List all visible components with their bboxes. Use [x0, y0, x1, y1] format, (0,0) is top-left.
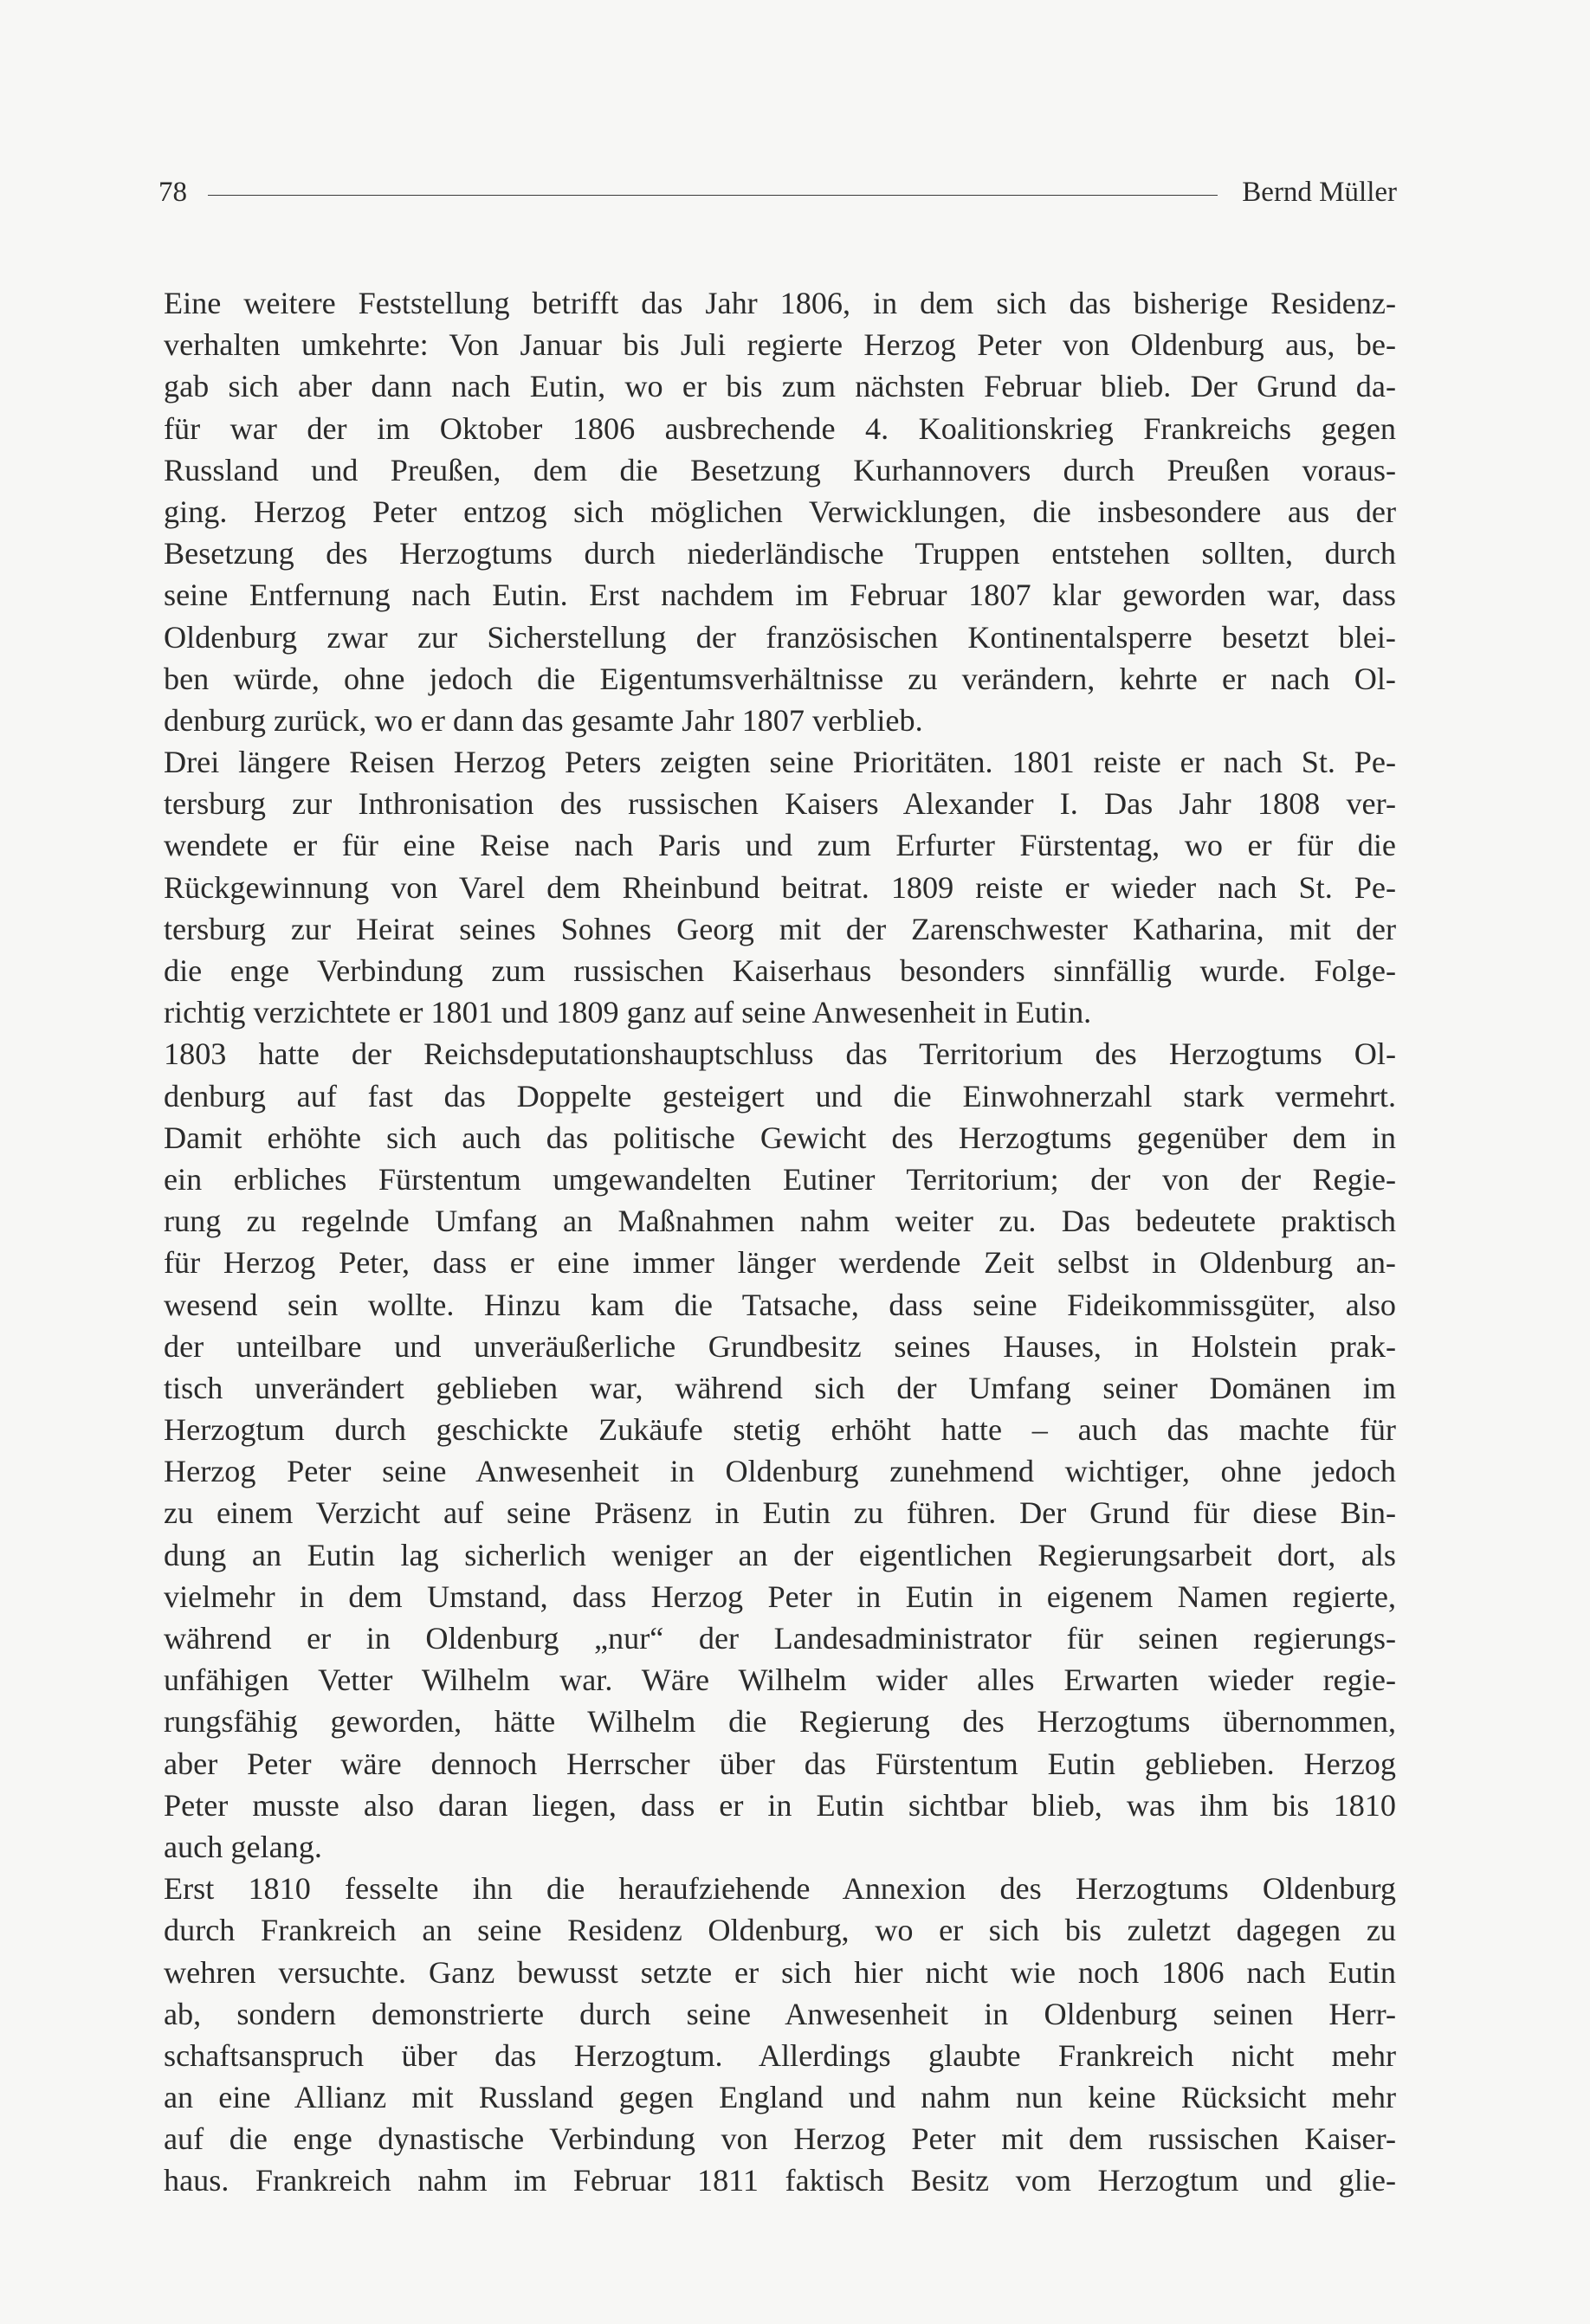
text-line: zu einem Verzicht auf seine Präsenz in Eutin zu führen. Der Grund für diese Bin-: [164, 1495, 1396, 1531]
body-text: [164, 282, 1396, 2202]
text-line: tisch unverändert geblieben war, während sich der Umfang seiner Domänen im: [164, 1370, 1396, 1405]
text-line: aber Peter wäre dennoch Herrscher über das Fürstentum Eutin geblieben. Herzog: [164, 1746, 1396, 1781]
text-line: Herzog Peter seine Anwesenheit in Oldenburg zunehmend wichtiger, ohne jedoch: [164, 1454, 1396, 1489]
text-line: schaftsanspruch über das Herzogtum. Allerdings glaubte Frankreich nicht mehr: [164, 2037, 1396, 2073]
text-line: Damit erhöhte sich auch das politische Gewicht des Herzogtums gegenüber dem in: [164, 1120, 1396, 1155]
text-line: ab, sondern demonstrierte durch seine Anwesenheit in Oldenburg seinen Herr-: [164, 1996, 1396, 2031]
text-line: denburg auf fast das Doppelte gesteigert und die Einwohnerzahl stark vermehrt.: [164, 1078, 1396, 1114]
text-line: auch gelang.: [164, 1829, 322, 1864]
text-line: wehren versuchte. Ganz bewusst setzte er sich hier nicht wie noch 1806 nach Eutin: [164, 1954, 1396, 1990]
text-line: durch Frankreich an seine Residenz Oldenburg, wo er sich bis zuletzt dagegen zu: [164, 1913, 1396, 1948]
text-line: unfähigen Vetter Wilhelm war. Wäre Wilhelm wider alles Erwarten wieder regie-: [164, 1662, 1396, 1698]
page-number: 78: [158, 177, 187, 208]
text-line: denburg zurück, wo er dann das gesamte Jahr 1807 verblieb.: [164, 702, 923, 738]
text-line: ben würde, ohne jedoch die Eigentumsverhältnisse zu verändern, kehrte er nach Ol-: [164, 661, 1396, 696]
text-line: Peter musste also daran liegen, dass er in Eutin sichtbar blieb, was ihm bis 1810: [164, 1787, 1396, 1823]
text-line: dung an Eutin lag sicherlich weniger an der eigentlichen Regierungsarbeit dort, als: [164, 1537, 1396, 1572]
text-line: Russland und Preußen, dem die Besetzung Kurhannovers durch Preußen voraus-: [164, 452, 1396, 487]
text-line: der unteilbare und unveräußerliche Grundbesitz seines Hauses, in Holstein prak-: [164, 1328, 1396, 1364]
text-line: Herzogtum durch geschickte Zukäufe stetig erhöht hatte – auch das machte für: [164, 1412, 1396, 1448]
text-line: für Herzog Peter, dass er eine immer länger werdende Zeit selbst in Oldenburg an-: [164, 1245, 1396, 1281]
text-line: Erst 1810 fesselte ihn die heraufziehende Annexion des Herzogtums Oldenburg: [164, 1871, 1396, 1907]
text-line: Eine weitere Feststellung betrifft das Jahr 1806, in dem sich das bisherige Residenz-: [164, 286, 1396, 320]
text-line: haus. Frankreich nahm im Februar 1811 faktisch Besitz vom Herzogtum und glie-: [164, 2163, 1396, 2198]
text-line: vielmehr in dem Umstand, dass Herzog Peter in Eutin in eigenem Namen regierte,: [164, 1578, 1396, 1614]
text-line: während er in Oldenburg „nur“ der Landesadministrator für seinen regierungs-: [164, 1621, 1396, 1656]
text-line: rung zu regelnde Umfang an Maßnahmen nahm weiter zu. Das bedeutete praktisch: [164, 1204, 1396, 1239]
text-line: ein erbliches Fürstentum umgewandelten Eutiner Territorium; der von der Regie-: [164, 1161, 1396, 1197]
text-line: wendete er für eine Reise nach Paris und zum Erfurter Fürstentag, wo er für die: [164, 828, 1396, 863]
text-line: wesend sein wollte. Hinzu kam die Tatsache, dass seine Fideikommissgüter, also: [164, 1287, 1396, 1322]
text-line: ging. Herzog Peter entzog sich möglichen Verwicklungen, die insbesondere aus der: [164, 494, 1396, 529]
text-line: Rückgewinnung von Varel dem Rheinbund beitrat. 1809 reiste er wieder nach St. Pe-: [164, 869, 1396, 905]
text-line: Drei längere Reisen Herzog Peters zeigten seine Prioritäten. 1801 reiste er nach St. Pe-: [164, 745, 1396, 780]
header-rule: [208, 195, 1218, 196]
text-line: für war der im Oktober 1806 ausbrechende 4. Koalitionskrieg Frankreichs gegen: [164, 410, 1396, 446]
text-line: auf die enge dynastische Verbindung von Herzog Peter mit dem russischen Kaiser-: [164, 2121, 1396, 2157]
text-line: verhalten umkehrte: Von Januar bis Juli regierte Herzog Peter von Oldenburg aus, be-: [164, 327, 1396, 363]
running-header: [158, 166, 1397, 218]
text-line: an eine Allianz mit Russland gegen England und nahm nun keine Rücksicht mehr: [164, 2080, 1396, 2115]
text-line: seine Entfernung nach Eutin. Erst nachdem im Februar 1807 klar geworden war, dass: [164, 578, 1396, 613]
running-head-author: Bernd Müller: [1242, 177, 1397, 208]
text-line: tersburg zur Inthronisation des russischen Kaisers Alexander I. Das Jahr 1808 ver-: [164, 786, 1396, 822]
text-line: Besetzung des Herzogtums durch niederländische Truppen entstehen sollten, durch: [164, 536, 1396, 571]
text-line: tersburg zur Heirat seines Sohnes Georg mit der Zarenschwester Katharina, mit der: [164, 911, 1396, 946]
text-line: 1803 hatte der Reichsdeputationshauptschluss das Territorium des Herzogtums Ol-: [164, 1036, 1396, 1072]
text-line: Oldenburg zwar zur Sicherstellung der französischen Kontinentalsperre besetzt blei-: [164, 619, 1396, 655]
text-line: die enge Verbindung zum russischen Kaiserhaus besonders sinnfällig wurde. Folge-: [164, 953, 1396, 988]
text-line: richtig verzichtete er 1801 und 1809 ganz auf seine Anwesenheit in Eutin.: [164, 995, 1092, 1030]
text-line: rungsfähig geworden, hätte Wilhelm die Regierung des Herzogtums übernommen,: [164, 1704, 1396, 1740]
text-line: gab sich aber dann nach Eutin, wo er bis zum nächsten Februar blieb. Der Grund da-: [164, 369, 1396, 404]
